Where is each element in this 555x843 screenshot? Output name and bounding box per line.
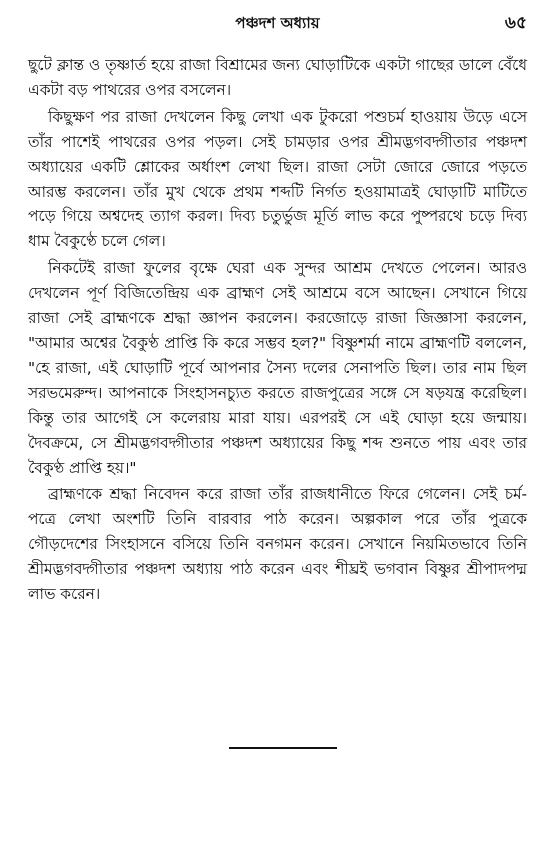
paragraph-3: নিকটেই রাজা ফুলের বৃক্ষে ঘেরা এক সুন্দর আশ্রম দেখতে পেলেন। আরও দেখলেন পূর্ণ বিজিতেন্দ্রিয় এক ব্রাহ্মণ সেই আশ্রমে বসে আছেন। সেখানে গিয়ে রাজা সেই ব্রাহ্মণকে শ্রদ্ধা জ্ঞাপন করলেন। করজোড়ে রাজা জিজ্ঞাসা করলেন, "আমার অশ্বের বৈকুণ্ঠ প্রাপ্তি কি করে সম্ভব হল?" বিষ্ণুশর্মা নামে ব্রাহ্মণটি বললেন, "হে রাজা, এই ঘোড়াটি পূর্বে আপনার সৈন্য দলের সেনাপতি ছিল। তার নাম ছিল সরভমেরুন্দ। আপনাকে সিংহাসনচ্যুত করতে রাজপুত্রের সঙ্গে সে ষড়যন্ত্র করেছিল। কিন্তু তার আগেই সে কলেরায় মারা যায়। এরপরই সে এই ঘোড়া হয়ে জন্মায়। দৈবক্রমে, সে শ্রীমদ্ভগবদ্গীতার পঞ্চদশ অধ্যায়ের কিছু শব্দ শুনতে পায় এবং তার বৈকুণ্ঠ প্রাপ্তি হয়।" — [28, 259, 527, 477]
paragraph-4: ব্রাহ্মণকে শ্রদ্ধা নিবেদন করে রাজা তাঁর রাজধানীতে ফিরে গেলেন। সেই চর্ম-পত্রে লেখা অংশটি তিনি বারবার পাঠ করেন। অল্পকাল পরে তাঁর পুত্রকে গৌড়দেশের সিংহাসনে বসিয়ে তিনি বনগমন করেন। সেখানে নিয়মিতভাবে তিনি শ্রীমদ্ভগবদ্গীতার পঞ্চদশ অধ্যায় পাঠ করেন এবং শীঘ্রই ভগবান বিষ্ণুর শ্রীপাদপদ্ম লাভ করেন। — [28, 485, 527, 604]
paragraph-2: কিছুক্ষণ পর রাজা দেখলেন কিছু লেখা এক টুকরো পশুচর্ম হাওয়ায় উড়ে এসে তাঁর পাশেই পাথরের ওপর পড়ল। সেই চামড়ার ওপর শ্রীমদ্ভগবদ্গীতার পঞ্চদশ অধ্যায়ের একটি শ্লোকের অর্ধাংশ লেখা ছিল। রাজা সেটা জোরে জোরে পড়তে আরম্ভ করলেন। তাঁর মুখ থেকে প্রথম শব্দটি নির্গত হওয়ামাত্রই ঘোড়াটি মাটিতে পড়ে গিয়ে অশ্বদেহ ত্যাগ করল। দিব্য চতুর্ভুজ মূর্তি লাভ করে পুষ্পরথে চড়ে দিব্য ধাম বৈকুণ্ঠে চলে গেল। — [28, 107, 527, 251]
chapter-title: পঞ্চদশ অধ্যায় — [235, 14, 320, 32]
paragraph-1: ছুটে ক্লান্ত ও তৃষ্ণার্ত হয়ে রাজা বিশ্রামের জন্য ঘোড়াটিকে একটা গাছের ডালে বেঁধে একটা বড় পাথরের ওপর বসলেন। — [28, 56, 527, 99]
section-end-divider — [229, 747, 337, 749]
page-header — [0, 6, 555, 36]
page-number: ৬৫ — [504, 13, 527, 33]
body-text — [28, 53, 527, 609]
